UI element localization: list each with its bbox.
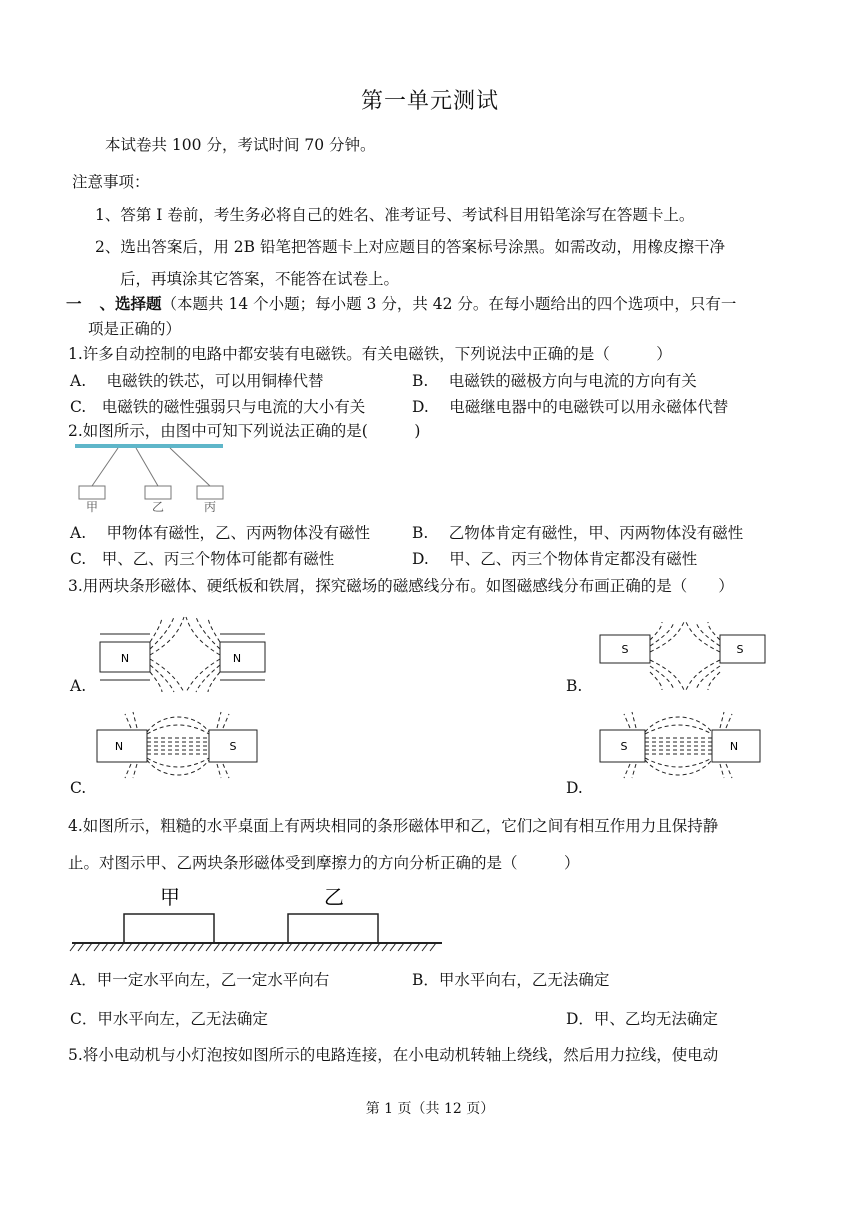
hatch-line [262,943,268,951]
q4-magnets-on-table-figure [72,882,444,954]
hatch-line [142,943,148,951]
notice-item-continued: 后，再填涂其它答案，不能答在试卷上。 [120,270,400,288]
hatch-line [158,943,164,951]
hatch-line [214,943,220,951]
page-footer: 第 1 页（共 12 页） [365,1101,495,1117]
hatch-line [198,943,204,951]
question-5-stem: 5.将小电动机与小灯泡按如图所示的电路连接，在小电动机转轴上绕线，然后用力拉线，使电动 [68,1046,719,1064]
q2-hanging-objects-figure [70,444,230,514]
pole-label: S [621,643,629,656]
section-description-continued: 项是正确的） [88,320,182,338]
hatch-line [366,943,372,951]
q2-option-a: A. 甲物体有磁性，乙、丙两物体没有磁性 [70,524,371,542]
hatch-line [254,943,260,951]
q1-option-c: C. 电磁铁的磁性强弱只与电流的大小有关 [70,398,366,416]
hatch-line [134,943,140,951]
hatch-line [286,943,292,951]
hatch-line [238,943,244,951]
hatch-line [278,943,284,951]
hatch-line [326,943,332,951]
hatch-line [390,943,396,951]
hatch-line [414,943,420,951]
hatch-line [246,943,252,951]
question-1-stem: 1.许多自动控制的电路中都安装有电磁铁。有关电磁铁，下列说法中正确的是（ ） [68,345,672,363]
hatch-line [382,943,388,951]
q1-option-b: B. 电磁铁的磁极方向与电流的方向有关 [412,372,697,390]
magnet-yi [288,914,378,943]
label-bing: 丙 [203,500,217,514]
thread [92,448,118,486]
hatch-line [342,943,348,951]
hatch-line [334,943,340,951]
hatch-line [350,943,356,951]
q3-figure-b [600,630,765,692]
hatch-line [230,943,236,951]
thread [136,448,158,486]
label-yi: 乙 [151,500,165,514]
hatch-line [102,943,108,951]
q3-option-b: B. [566,677,583,695]
hatch-line [174,943,180,951]
hatch-line [430,943,436,951]
hatch-line [190,943,196,951]
hatch-line [94,943,100,951]
page-title: 第一单元测试 [360,89,499,114]
hatch-line [70,943,76,951]
question-3-stem: 3.用两块条形磁体、硬纸板和铁屑，探究磁场的磁感线分布。如图磁感线分布画正确的是（ ） [68,577,734,595]
q1-option-d: D. 电磁继电器中的电磁铁可以用永磁体代替 [412,398,729,416]
q3-figure-c [97,712,257,778]
q4-option-a: A．甲一定水平向左，乙一定水平向右 [70,971,330,989]
hatch-line [166,943,172,951]
object-yi [145,486,171,499]
label-yi: 乙 [324,885,344,909]
question-2-stem: 2.如图所示，由图中可知下列说法正确的是( ) [68,422,421,440]
hatch-line [406,943,412,951]
hatch-line [318,943,324,951]
object-jia [79,486,105,499]
question-4-stem: 4.如图所示，粗糙的水平桌面上有两块相同的条形磁体甲和乙，它们之间有相互作用力且保持静 [68,817,719,835]
hatch-line [422,943,428,951]
q4-option-c: C．甲水平向左，乙无法确定 [70,1010,268,1028]
question-4-stem-continued: 止。对图示甲、乙两块条形磁体受到摩擦力的方向分析正确的是（ ） [68,854,580,872]
notice-item: 1、答第 I 卷前，考生务必将自己的姓名、准考证号、考试科目用铅笔涂写在答题卡上。 [95,206,695,224]
label-jia: 甲 [85,500,99,514]
magnet-jia [124,914,214,943]
pole-label: N [120,652,130,665]
support-rod [75,444,223,448]
hatch-line [358,943,364,951]
section-number: 一 [66,294,82,313]
hatch-line [110,943,116,951]
q4-option-b: B．甲水平向右，乙无法确定 [412,971,610,989]
notice-heading: 注意事项： [72,173,150,191]
notice-item: 2、选出答案后，用 2B 铅笔把答题卡上对应题目的答案标号涂黑。如需改动，用橡皮擦干净 [95,238,725,256]
pole-label: S [620,740,628,753]
hatch-line [270,943,276,951]
hatch-line [302,943,308,951]
hatch-line [78,943,84,951]
q2-option-c: C. 甲、乙、丙三个物体可能都有磁性 [70,550,335,568]
section-description: （本题共 14 个小题；每小题 3 分，共 42 分。在每小题给出的四个选项中，只有一 [161,295,737,313]
q3-figure-d [600,712,760,778]
section-title: 、选择题 [99,294,162,313]
pole-label: S [229,740,237,753]
hatch-line [398,943,404,951]
hatch-line [206,943,212,951]
label-jia: 甲 [160,885,180,909]
q1-option-a: A. 电磁铁的铁芯，可以用铜棒代替 [70,372,324,390]
hatch-line [310,943,316,951]
q3-option-a: A. [70,677,87,695]
hatch-line [182,943,188,951]
q4-option-d: D．甲、乙均无法确定 [566,1010,718,1028]
hatch-line [294,943,300,951]
hatch-line [126,943,132,951]
hatch-line [222,943,228,951]
hatch-line [150,943,156,951]
exam-intro: 本试卷共 100 分，考试时间 70 分钟。 [105,136,376,154]
hatch-line [374,943,380,951]
pole-label: N [114,740,124,753]
q2-option-b: B. 乙物体肯定有磁性，甲、丙两物体没有磁性 [412,524,744,542]
q3-option-d: D. [566,779,583,797]
table-hatching [70,943,436,951]
q3-option-c: C. [70,779,87,797]
hatch-line [118,943,124,951]
pole-label: N [729,740,739,753]
thread [170,448,210,486]
q2-option-d: D. 甲、乙、丙三个物体肯定都没有磁性 [412,550,698,568]
object-bing [197,486,223,499]
pole-label: S [736,643,744,656]
q3-figure-a [100,622,265,692]
pole-label: N [232,652,242,665]
hatch-line [86,943,92,951]
